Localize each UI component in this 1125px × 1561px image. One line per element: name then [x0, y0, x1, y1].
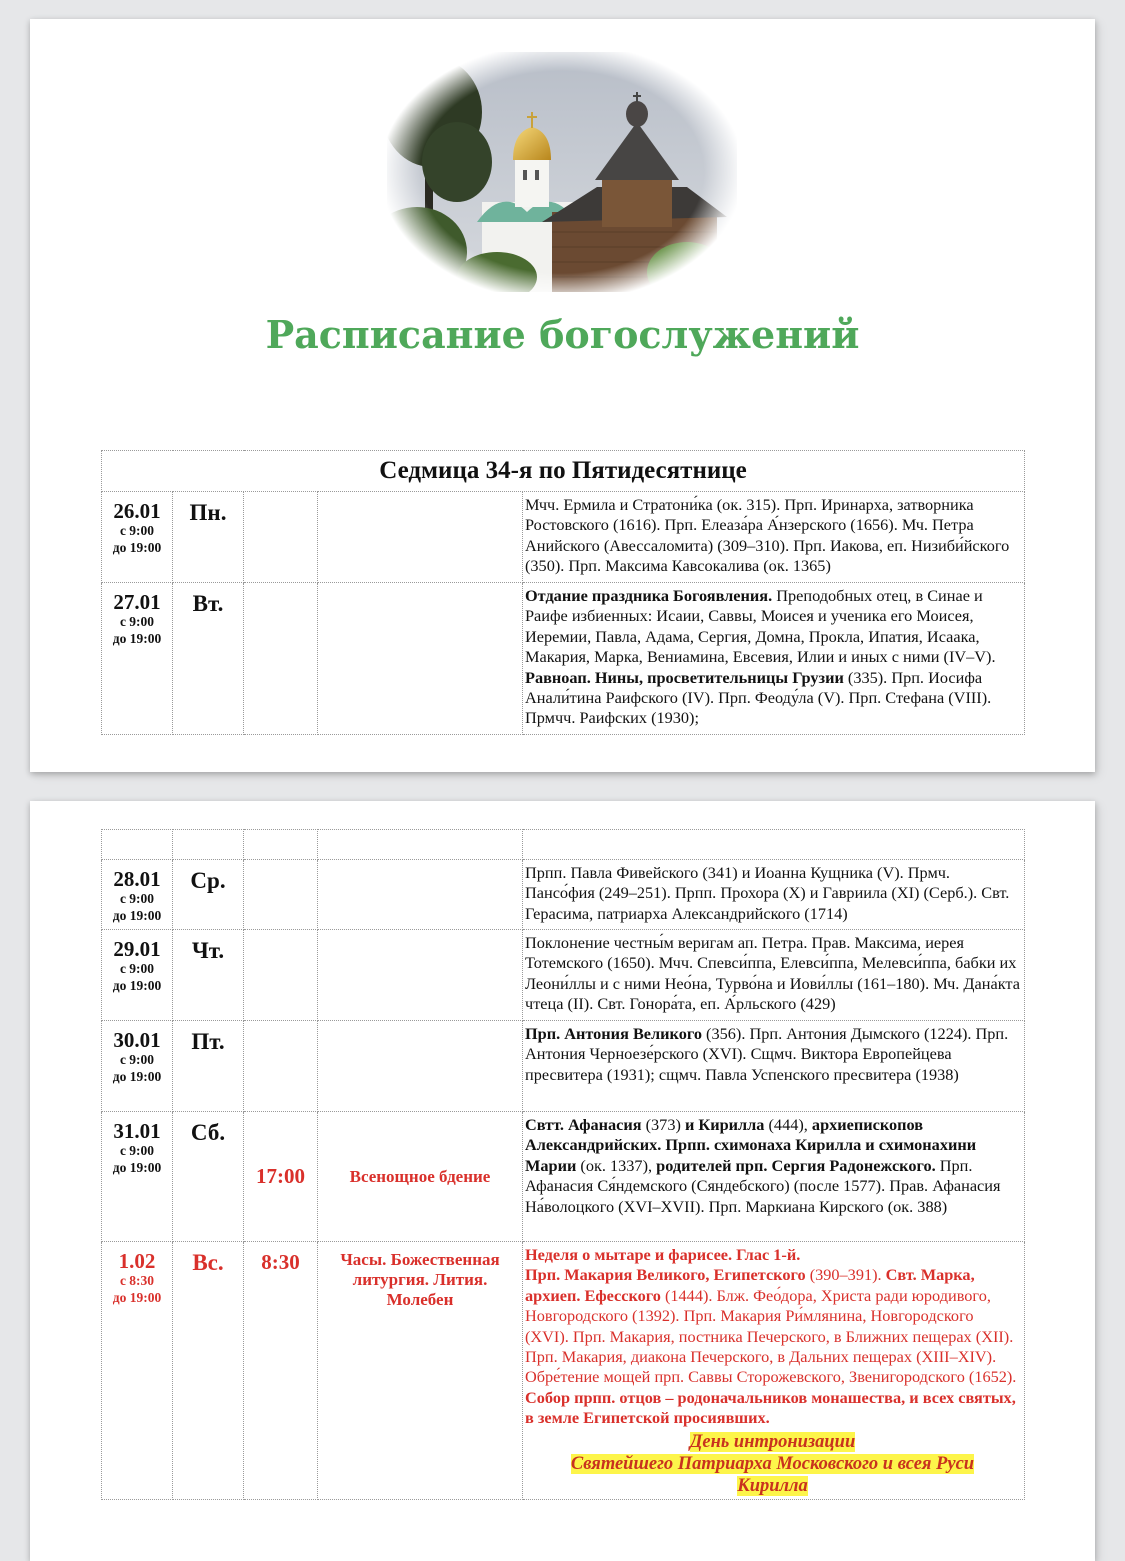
date: 28.01 [113, 867, 161, 891]
date: 30.01 [113, 1028, 161, 1052]
document-page-2 [30, 801, 1095, 1561]
date-cell [102, 1112, 173, 1242]
saints-run: Преподобных отец, в Синае и Раифе избиенных: Исаии, Саввы, Моисея и ученика его Моисея, Иеремии, Павла, Адама, Сергия, Домна, Прокла, Ипатия, Исаака, Макария, Марка, Вениамина, Евсевия, Илии и иных с ними (IV–V). [525, 586, 996, 667]
date-cell [102, 930, 173, 1021]
saints-run: (356). Прп. Антония Дымского (1224). Прп. Антония Черноезе́рского (XVI). Сщмч. Виктора Европейцева пресвитера (1931); сщмч. Павла Успенского пресвитера (1938) [525, 1024, 1009, 1084]
table-row [102, 583, 1025, 735]
saints-text [523, 930, 1025, 1021]
service-time [244, 492, 318, 583]
open-from: с 9:00 [119, 1143, 155, 1158]
date: 31.01 [113, 1119, 161, 1143]
service-time: 17:00 [244, 1112, 318, 1242]
saints-text [523, 583, 1025, 735]
saints-run: Прп. Афанасия Ся́ндемского (Сяндебского) (после 1577). Прав. Афанасия На́волоцкого (XVI–XVII). Прп. Маркиана Кирского (ок. 388) [525, 1155, 1001, 1216]
saints-text [523, 860, 1025, 930]
weekday: Ср. [173, 860, 244, 930]
service-name [318, 1021, 523, 1112]
service-name: Часы. Божественная литургия. Лития. Молебен [318, 1242, 523, 1500]
week-header-row [102, 451, 1025, 492]
service-time [244, 1021, 318, 1112]
saints-bold-run: Прп. Антония Великого [525, 1024, 702, 1043]
date-cell [102, 583, 173, 735]
service-name: Всенощное бдение [318, 1112, 523, 1242]
open-from: с 9:00 [119, 523, 155, 538]
saints-bold-run: Собор прпп. отцов – родоначальников монашества, и всех святых, в земле Египетской просиявших. [525, 1387, 1016, 1428]
open-to: до 19:00 [112, 1069, 162, 1084]
saints-bold-run: архиепископов Александрийских. Прпп. схимонаха Кирилла и схимонахини Марии [525, 1115, 977, 1175]
weekday: Чт. [173, 930, 244, 1021]
empty-cell [244, 830, 318, 860]
saints-run: (390–391). [805, 1265, 886, 1285]
saints-text [523, 492, 1025, 583]
church-photo-icon [387, 52, 737, 292]
schedule-table-page-1 [101, 450, 1025, 735]
weekday: Пт. [173, 1021, 244, 1112]
saints-run: (335). Прп. Иосифа Анали́тина Раифского (IV). Прп. Феоду́ла (V). Прп. Стефана (VIII). Прмчч. Раифских (1930); [525, 667, 992, 728]
table-row [102, 930, 1025, 1021]
table-row [102, 1021, 1025, 1112]
open-from: с 9:00 [119, 1052, 155, 1067]
date: 27.01 [113, 590, 161, 614]
table-row [102, 492, 1025, 583]
empty-cell [102, 830, 173, 860]
saints-cell [523, 1242, 1025, 1500]
table-row [102, 860, 1025, 930]
service-time: 8:30 [244, 1242, 318, 1500]
date: 1.02 [118, 1249, 156, 1273]
open-from: с 8:30 [119, 1273, 155, 1288]
special-line: День интронизации [689, 1431, 856, 1452]
saints-text [523, 1021, 1025, 1112]
empty-cell [173, 830, 244, 860]
date: 26.01 [113, 499, 161, 523]
page-title: Расписание богослужений [265, 312, 860, 357]
weekday: Вт. [173, 583, 244, 735]
saints-run: (444), [764, 1115, 812, 1134]
special-announcement [525, 1431, 1020, 1497]
saints-text [525, 1245, 1020, 1429]
saints-run: Прпп. Павла Фивейского (341) и Иоанна Кущника (V). Прмч. Пансо́фия (249–251). Прпп. Прохора (X) и Гавриила (XI) (Серб.). Свт. Герасима, патриарха Александрийского (1714) [525, 863, 1010, 923]
open-to: до 19:00 [112, 908, 162, 923]
service-time [244, 860, 318, 930]
weekday: Вс. [173, 1242, 244, 1500]
open-to: до 19:00 [112, 631, 162, 646]
open-to: до 19:00 [112, 1160, 162, 1175]
open-to: до 19:00 [112, 540, 162, 555]
open-to: до 19:00 [112, 1290, 162, 1305]
empty-row [102, 830, 1025, 860]
church-photo [387, 52, 737, 292]
date-cell [102, 1242, 173, 1500]
special-line: Святейшего Патриарха Московского и всея Руси [570, 1453, 975, 1474]
open-from: с 9:00 [119, 614, 155, 629]
saints-bold-run: Неделя о мытаре и фарисее. Глас 1-й. [525, 1245, 801, 1264]
empty-cell [523, 830, 1025, 860]
saints-bold-run: Прп. Макария Великого, Египетского [525, 1265, 806, 1285]
service-time [244, 583, 318, 735]
service-time [244, 930, 318, 1021]
saints-bold-run: и Кирилла [684, 1115, 765, 1134]
saints-run: Поклонение честны́м веригам ап. Петра. Прав. Максима, иерея Тотемского (1650). Мчч. Спевси́ппа, Елевси́ппа, Мелевси́ппа, бабки их Леони́ллы и с ними Нео́на, Турво́на и Иови́ллы (161–180). Мч. Дана́кта чтеца (II). Свт. Гонора́та, еп. А́рльского (429) [525, 933, 1020, 1014]
saints-run: (ок. 1337), [576, 1155, 657, 1175]
table-row [102, 1112, 1025, 1242]
weekday: Пн. [173, 492, 244, 583]
schedule-table-page-2 [101, 829, 1025, 1500]
service-name [318, 930, 523, 1021]
saints-bold-run: родителей прп. Сергия Радонежского. [656, 1155, 936, 1175]
open-from: с 9:00 [119, 891, 155, 906]
saints-run: (1444). Блж. Фео́дора, Христа ради юродивого, Новгородского (1392). Прп. Макария Ри́млянина, Новгородского (XVI). Прп. Макария, постника Печерского, в Ближних пещерах (XII). Прп. Макария, диакона Печерского, в Дальних пещерах (XIII–XIV). Обре́тение мощей прп. Саввы Сторожевского, Звенигородского (1652). [525, 1285, 1017, 1387]
saints-run: Мчч. Ермила и Стратони́ка (ок. 315). Прп. Иринарха, затворника Ростовского (1616). Прп. Елеаза́ра А́нзерского (1656). Мч. Петра Анийского (Авессаломита) (309–310). Прп. Иакова, еп. Низиби́йского (350). Прп. Максима Кавсокалива (ок. 1365) [525, 495, 1010, 576]
date-cell [102, 1021, 173, 1112]
table-row [102, 1242, 1025, 1500]
week-header: Седмица 34-я по Пятидесятнице [102, 451, 1025, 492]
service-name [318, 492, 523, 583]
service-name [318, 583, 523, 735]
open-to: до 19:00 [112, 978, 162, 993]
date-cell [102, 492, 173, 583]
open-from: с 9:00 [119, 961, 155, 976]
empty-cell [318, 830, 523, 860]
saints-text [523, 1112, 1025, 1242]
service-name [318, 860, 523, 930]
saints-bold-run: Равноап. Нины, просветительницы Грузии [525, 667, 844, 687]
saints-run: (373) [641, 1115, 685, 1134]
special-line: Кирилла [737, 1475, 808, 1496]
date: 29.01 [113, 937, 161, 961]
saints-bold-run: Свтт. Афанасия [525, 1115, 642, 1134]
date-cell [102, 860, 173, 930]
weekday: Сб. [173, 1112, 244, 1242]
saints-bold-run: Отдание праздника Богоявления. [525, 586, 773, 605]
saints-bold-run: Свт. Марка, архиеп. Ефесского [525, 1265, 975, 1305]
document-page-1 [30, 19, 1095, 772]
